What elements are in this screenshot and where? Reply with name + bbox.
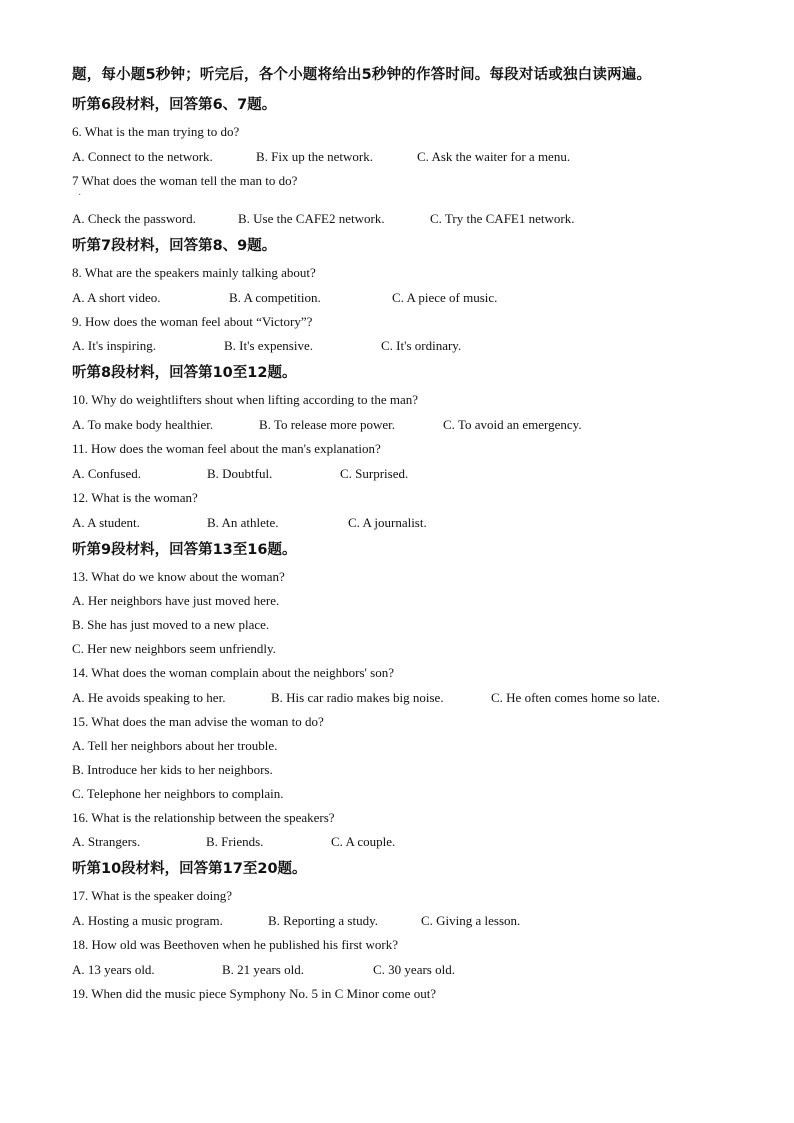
stray-mark: · — [78, 189, 82, 201]
exam-page — [72, 64, 732, 1004]
option-a: A. 13 years old. — [72, 961, 155, 977]
options-16 — [72, 832, 732, 852]
option-b: B. To release more power. — [259, 417, 396, 433]
intro-instructions: 题，每小题5秒钟；听完后，各个小题将给出5秒钟的作答时间。每段对话或独白读两遍。 — [72, 67, 652, 83]
option-b: B. His car radio makes big noise. — [271, 689, 444, 705]
option-c: C. It's ordinary. — [381, 338, 462, 354]
option-a: A. He avoids speaking to her. — [72, 689, 226, 705]
option-c: C. To avoid an emergency. — [443, 417, 582, 433]
option-b: B. Fix up the network. — [256, 148, 373, 164]
option-a: A. Tell her neighbors about her trouble. — [72, 737, 278, 753]
option-b: B. Reporting a study. — [268, 913, 379, 929]
option-c: C. A piece of music. — [392, 289, 498, 305]
option-c: C. Ask the waiter for a menu. — [417, 148, 571, 164]
option-a: A. Confused. — [72, 465, 141, 481]
option-b: B. An athlete. — [207, 514, 279, 530]
options-14 — [72, 688, 732, 708]
question-13: 13. What do we know about the woman? — [72, 568, 285, 584]
section-heading-7: 听第7段材料，回答第8、9题。 — [72, 237, 277, 254]
option-c: C. Surprised. — [340, 465, 409, 481]
options-17 — [72, 911, 732, 931]
options-8 — [72, 288, 732, 308]
question-11: 11. How does the woman feel about the man's explanation? — [72, 441, 381, 457]
option-c: C. A journalist. — [348, 514, 427, 530]
question-6: 6. What is the man trying to do? — [72, 124, 240, 139]
question-8: 8. What are the speakers mainly talking about? — [72, 264, 316, 280]
question-9: 9. How does the woman feel about “Victory”? — [72, 313, 313, 329]
question-19: 19. When did the music piece Symphony No. 5 in C Minor come out? — [72, 985, 437, 1001]
option-b: B. Friends. — [206, 834, 264, 850]
options-9 — [72, 336, 732, 356]
option-c: C. Try the CAFE1 network. — [430, 210, 575, 226]
options-18 — [72, 960, 732, 980]
option-c: C. Her new neighbors seem unfriendly. — [72, 640, 276, 656]
question-7: 7 What does the woman tell the man to do? — [72, 172, 298, 188]
option-c: C. A couple. — [331, 834, 396, 850]
option-a: A. Connect to the network. — [72, 148, 213, 164]
option-a: A. It's inspiring. — [72, 338, 156, 354]
question-17: 17. What is the speaker doing? — [72, 888, 233, 904]
options-7 — [72, 209, 732, 229]
section-heading-8: 听第8段材料，回答第10至12题。 — [72, 365, 297, 382]
option-b: B. She has just moved to a new place. — [72, 616, 270, 632]
question-18: 18. How old was Beethoven when he published his first work? — [72, 937, 399, 953]
options-12 — [72, 513, 732, 533]
options-10 — [72, 415, 732, 435]
options-11 — [72, 464, 732, 484]
option-a: A. A short video. — [72, 289, 161, 305]
option-b: B. 21 years old. — [222, 961, 304, 977]
section-heading-6: 听第6段材料，回答第6、7题。 — [72, 97, 277, 113]
option-a: A. A student. — [72, 514, 140, 530]
section-heading-10: 听第10段材料，回答第17至20题。 — [72, 861, 307, 878]
option-c: C. Telephone her neighbors to complain. — [72, 785, 284, 801]
option-b: B. A competition. — [229, 289, 321, 305]
option-a: A. To make body healthier. — [72, 417, 214, 433]
option-b: B. It's expensive. — [224, 338, 313, 354]
question-14: 14. What does the woman complain about the neighbors' son? — [72, 664, 394, 680]
question-10: 10. Why do weightlifters shout when lifting according to the man? — [72, 392, 418, 408]
question-15: 15. What does the man advise the woman to do? — [72, 713, 324, 729]
option-a: A. Strangers. — [72, 834, 141, 850]
option-a: A. Her neighbors have just moved here. — [72, 592, 280, 608]
question-12: 12. What is the woman? — [72, 489, 198, 505]
option-c: C. Giving a lesson. — [421, 913, 521, 929]
option-b: B. Doubtful. — [207, 465, 273, 481]
option-a: A. Hosting a music program. — [72, 913, 223, 929]
section-heading-9: 听第9段材料，回答第13至16题。 — [72, 541, 297, 558]
option-c: C. He often comes home so late. — [491, 689, 660, 705]
option-b: B. Use the CAFE2 network. — [238, 210, 385, 226]
question-16: 16. What is the relationship between the speakers? — [72, 809, 335, 825]
option-b: B. Introduce her kids to her neighbors. — [72, 761, 273, 777]
option-a: A. Check the password. — [72, 210, 196, 226]
option-c: C. 30 years old. — [373, 961, 455, 977]
options-6 — [72, 147, 732, 167]
